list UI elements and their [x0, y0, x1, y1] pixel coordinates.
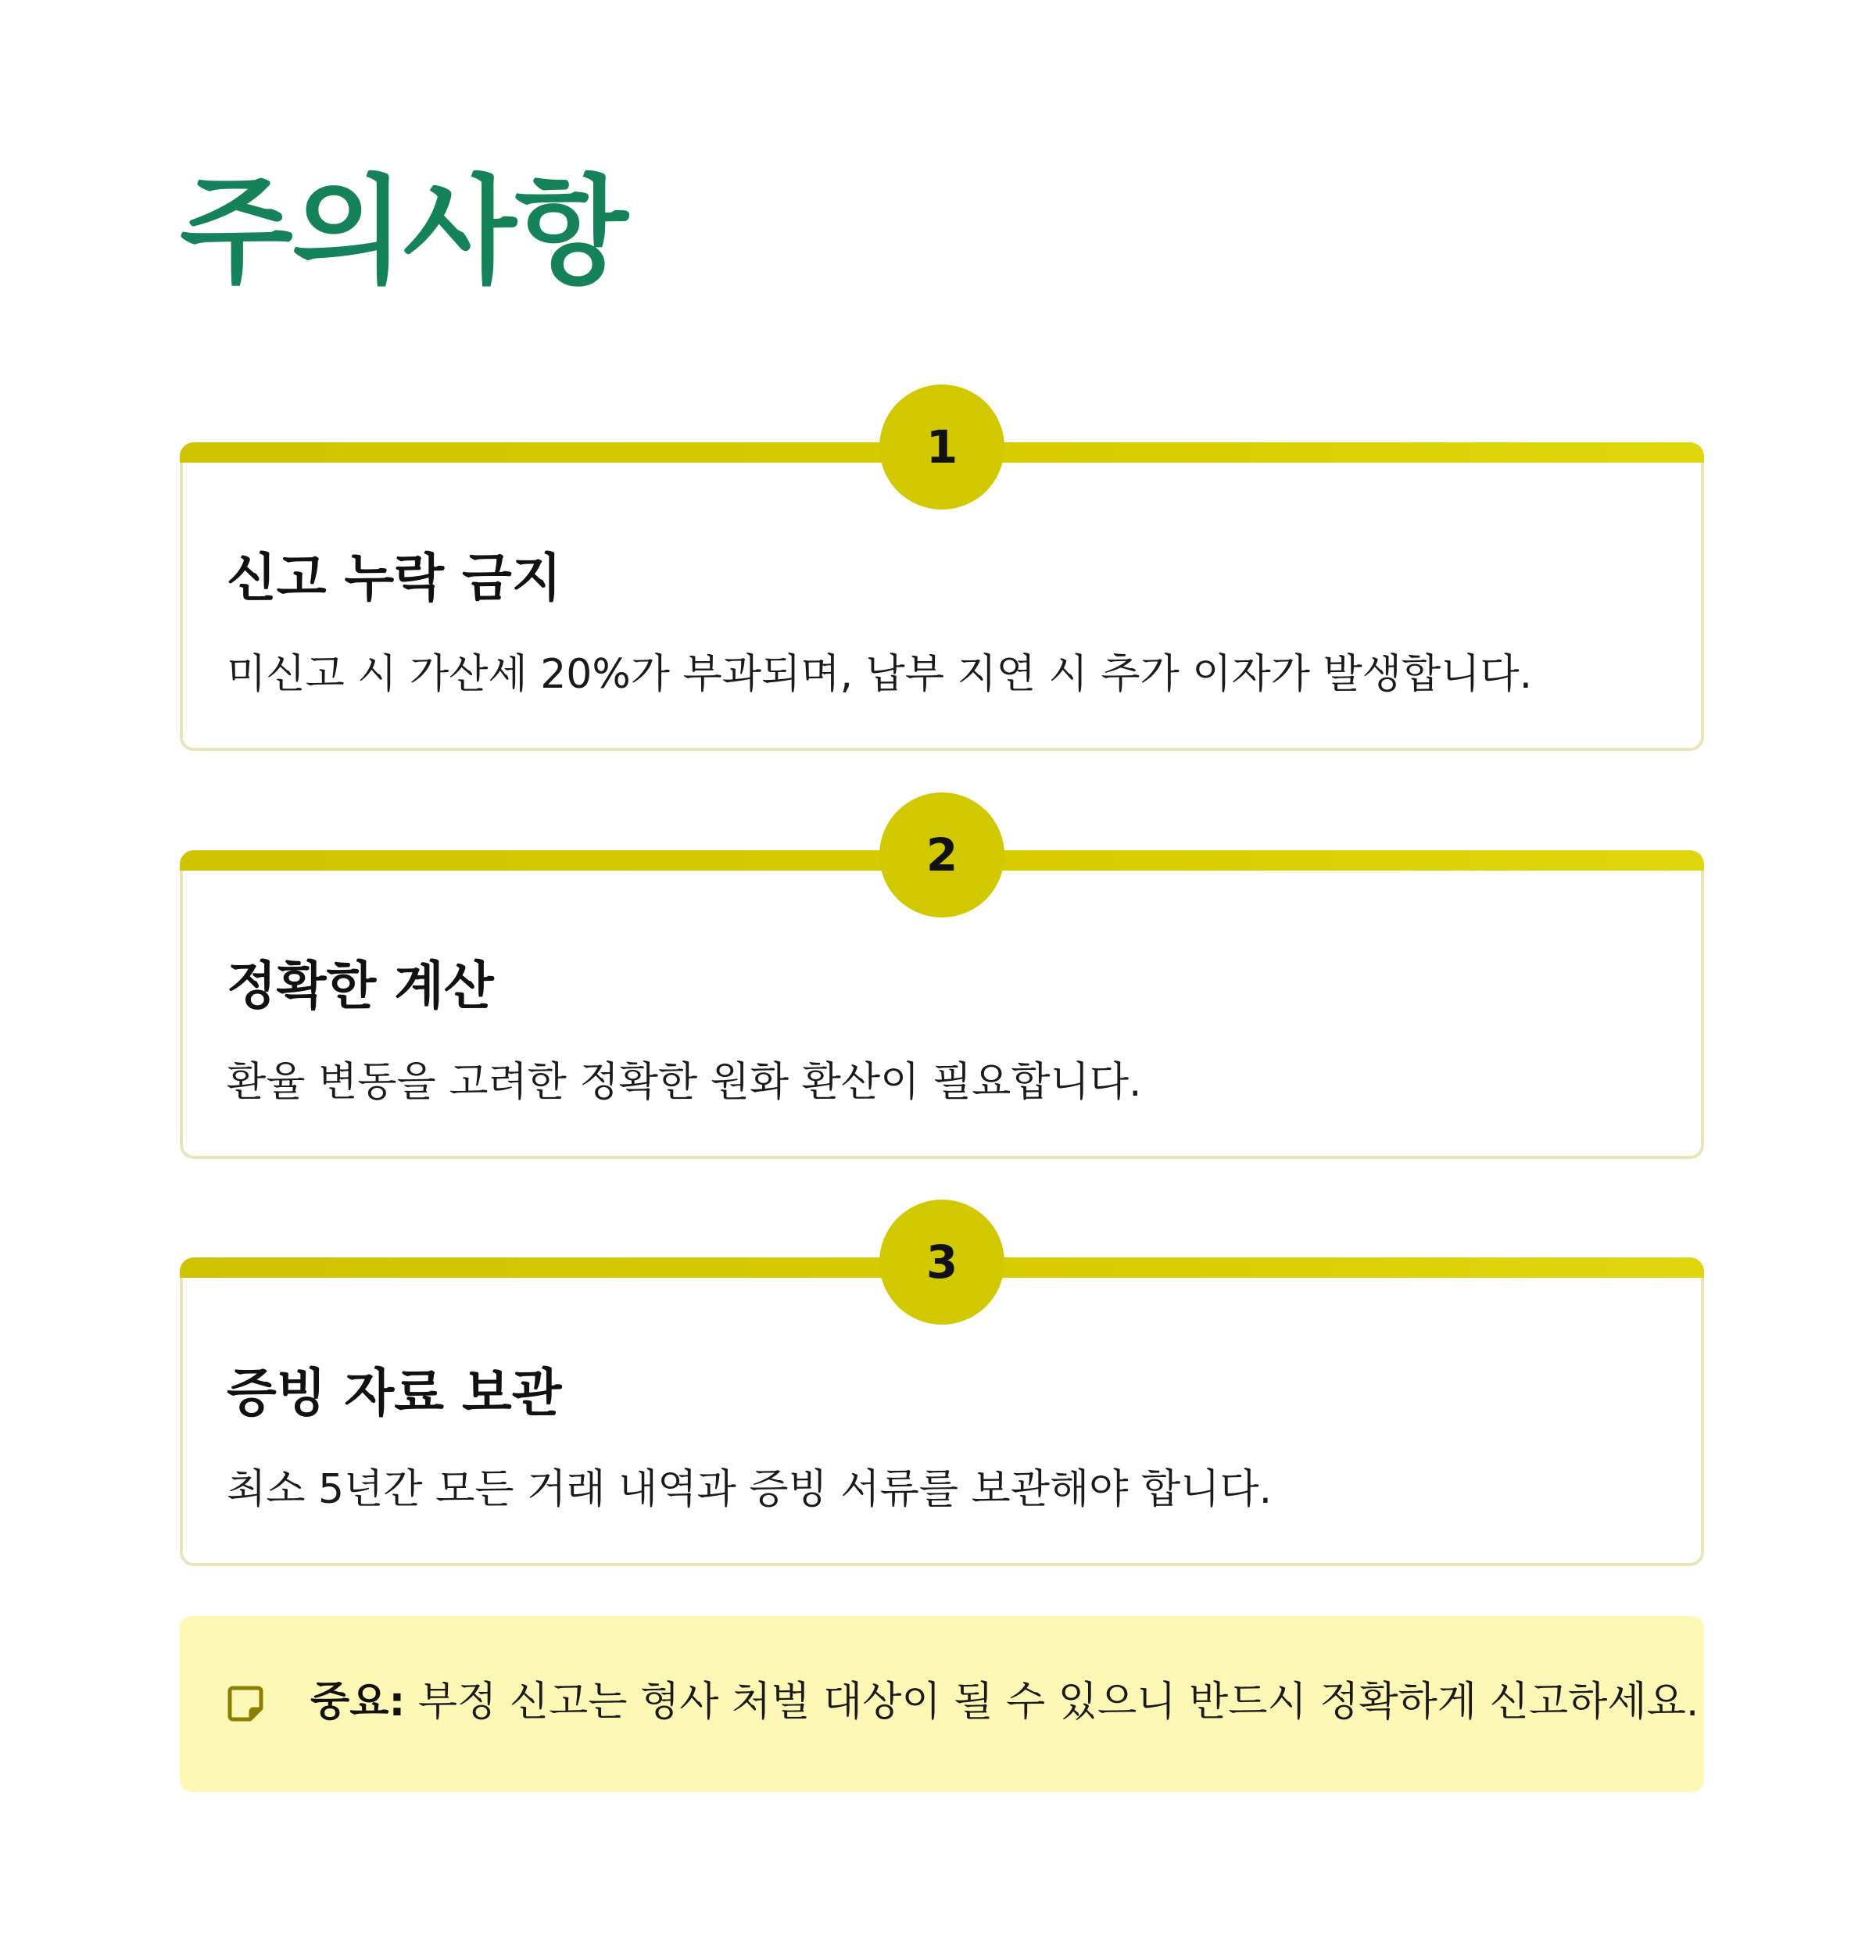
card-title: 정확한 계산	[227, 956, 494, 1016]
notice-label: 중요:	[310, 1679, 406, 1726]
step-number-badge: 1	[879, 384, 1004, 510]
card-title: 신고 누락 금지	[227, 548, 562, 608]
step-number-badge: 2	[879, 792, 1004, 917]
notice-text	[310, 1677, 1699, 1728]
card-description: 환율 변동을 고려한 정확한 원화 환산이 필요합니다.	[227, 1059, 1142, 1106]
card-description: 최소 5년간 모든 거래 내역과 증빙 서류를 보관해야 합니다.	[227, 1466, 1273, 1513]
card-title: 증빙 자료 보관	[227, 1363, 562, 1423]
step-number-badge: 3	[879, 1200, 1004, 1325]
notice-message: 부정 신고는 형사 처벌 대상이 될 수 있으니 반드시 정확하게 신고하세요.	[405, 1679, 1699, 1726]
caution-card-3	[180, 1236, 1704, 1566]
sticky-note-icon	[227, 1685, 264, 1722]
caution-card-2	[180, 828, 1704, 1159]
card-description: 미신고 시 가산세 20%가 부과되며, 납부 지연 시 추가 이자가 발생합니다.	[227, 651, 1533, 698]
page-title: 주의사항	[180, 164, 627, 300]
important-notice	[180, 1616, 1704, 1792]
caution-card-1	[180, 420, 1704, 751]
